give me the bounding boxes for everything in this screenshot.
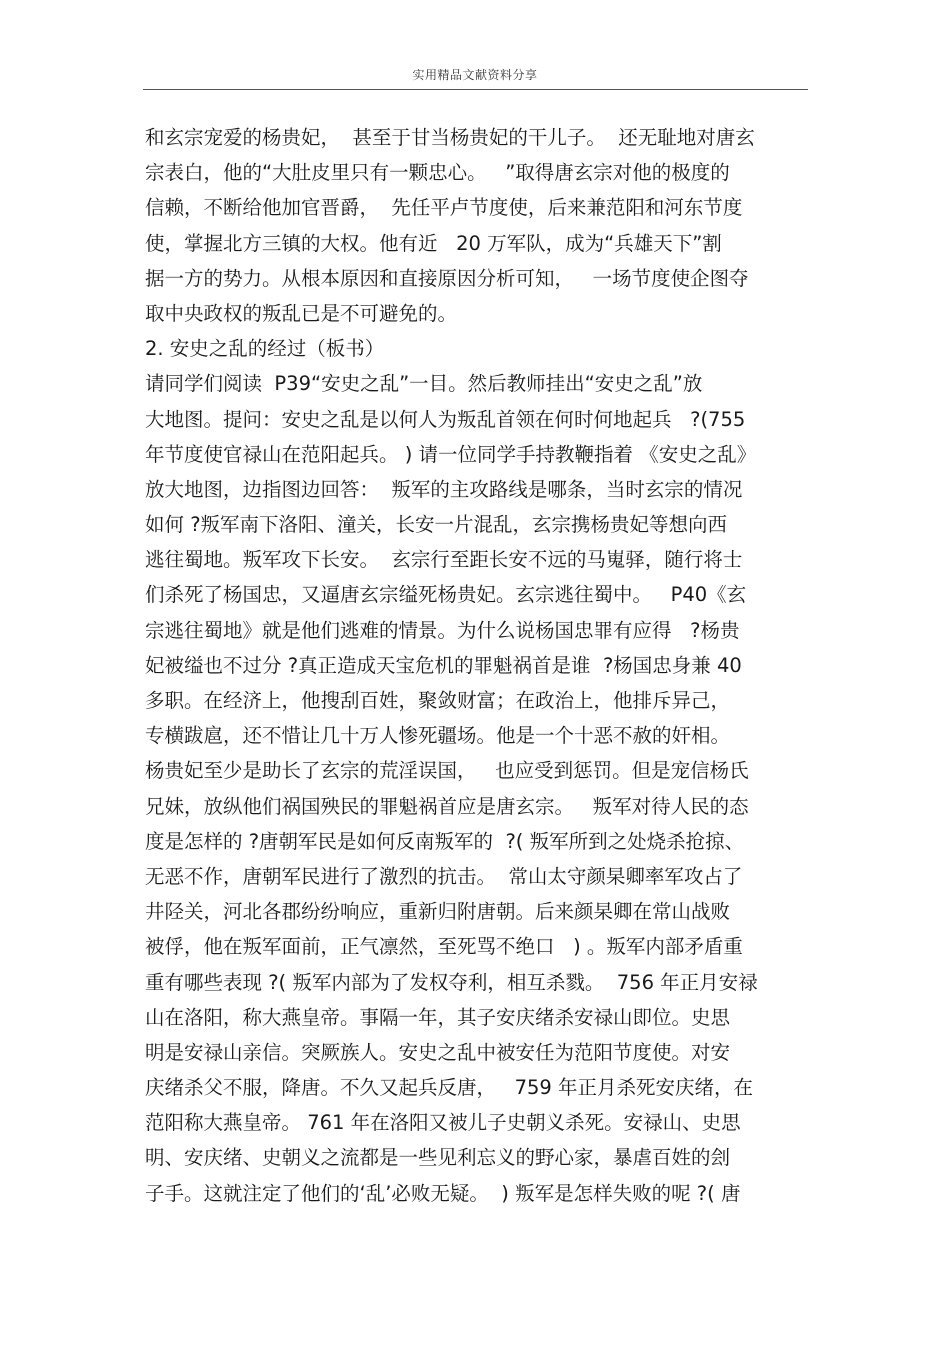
page-header: 实用精品文献资料分享 xyxy=(412,68,538,82)
text-line: 子手。这就注定了他们的‘乱’必败无疑。 ) 叛军是怎样失败的呢 ?( 唐 xyxy=(145,1181,741,1205)
text-line: 重有哪些表现 ?( 叛军内部为了发权夺利，相互杀戮。 756 年正月安禄 xyxy=(145,970,758,994)
text-line: 年节度使官禄山在范阳起兵。 ) 请一位同学手持教鞭指着 《安史之乱》 xyxy=(145,442,757,466)
text-line: 杨贵妃至少是助长了玄宗的荒淫误国， 也应受到惩罚。但是宠信杨氏 xyxy=(145,759,749,783)
text-line: 无恶不作，唐朝军民进行了激烈的抗击。 常山太守颜杲卿率军攻占了 xyxy=(145,864,743,888)
text-line: 范阳称大燕皇帝。 761 年在洛阳又被儿子史朝义杀死。安禄山、史思 xyxy=(145,1111,741,1135)
text-line: 多职。在经济上，他搜刮百姓，聚敛财富；在政治上，他排斥异己， xyxy=(145,689,731,712)
text-line: 据一方的势力。从根本原因和直接原因分析可知， 一场节度使企图夺 xyxy=(145,266,749,290)
section-heading: 2. 安史之乱的经过（板书） xyxy=(145,337,385,361)
text-line: 们杀死了杨国忠，又逼唐玄宗缢死杨贵妃。玄宗逃往蜀中。 P40《玄 xyxy=(145,583,747,607)
text-line: 取中央政权的叛乱已是不可避免的。 xyxy=(145,301,458,325)
text-line: 度是怎样的 ?唐朝军民是如何反南叛军的 ?( 叛军所到之处烧杀抢掠、 xyxy=(145,829,745,853)
text-line: 专横跋扈，还不惜让几十万人惨死疆场。他是一个十恶不赦的奸相。 xyxy=(145,724,731,748)
text-line: 使，掌握北方三镇的大权。他有近 20 万军队，成为“兵雄天下”割 xyxy=(145,231,722,255)
text-line: 如何 ?叛军南下洛阳、潼关，长安一片混乱，玄宗携杨贵妃等想向西 xyxy=(145,513,728,537)
text-line: 信赖，不断给他加官晋爵， 先任平卢节度使，后来兼范阳和河东节度 xyxy=(145,196,743,220)
text-line: 山在洛阳，称大燕皇帝。事隔一年，其子安庆绪杀安禄山即位。史思 xyxy=(145,1005,731,1029)
text-line: 宗表白，他的“大肚皮里只有一颗忠心。 ”取得唐玄宗对他的极度的 xyxy=(145,161,730,185)
text-line: 井陉关，河北各郡纷纷响应，重新归附唐朝。后来颜杲卿在常山战败 xyxy=(145,900,731,924)
text-line: 和玄宗宠爱的杨贵妃， 甚至于甘当杨贵妃的干儿子。 还无耻地对唐玄 xyxy=(145,126,755,149)
text-line: 宗逃往蜀地》就是他们逃难的情景。为什么说杨国忠罪有应得 ?杨贵 xyxy=(145,618,740,642)
text-line: 庆绪杀父不服，降唐。不久又起兵反唐， 759 年正月杀死安庆绪，在 xyxy=(145,1076,754,1100)
text-line: 逃往蜀地。叛军攻下长安。 玄宗行至距长安不远的马嵬驿，随行将士 xyxy=(145,548,743,572)
header-divider xyxy=(143,89,808,90)
text-line: 明是安禄山亲信。突厥族人。安史之乱中被安任为范阳节度使。对安 xyxy=(145,1040,731,1064)
text-line: 妃被缢也不过分 ?真正造成天宝危机的罪魁祸首是谁 ?杨国忠身兼 40 xyxy=(145,653,742,677)
text-line: 放大地图，边指图边回答： 叛军的主攻路线是哪条，当时玄宗的情况 xyxy=(145,477,743,501)
document-body xyxy=(145,120,810,1211)
text-line: 大地图。提问：安史之乱是以何人为叛乱首领在何时何地起兵 ?(755 xyxy=(145,407,746,431)
text-line: 兄妹，放纵他们祸国殃民的罪魁祸首应是唐玄宗。 叛军对待人民的态 xyxy=(145,794,749,818)
text-line: 请同学们阅读 P39“安史之乱”一目。然后教师挂出“安史之乱”放 xyxy=(145,372,703,396)
text-line: 被俘，他在叛军面前，正气凛然，至死骂不绝口 ) 。叛军内部矛盾重 xyxy=(145,935,743,959)
text-line: 明、安庆绪、史朝义之流都是一些见利忘义的野心家，暴虐百姓的刽 xyxy=(145,1146,731,1170)
